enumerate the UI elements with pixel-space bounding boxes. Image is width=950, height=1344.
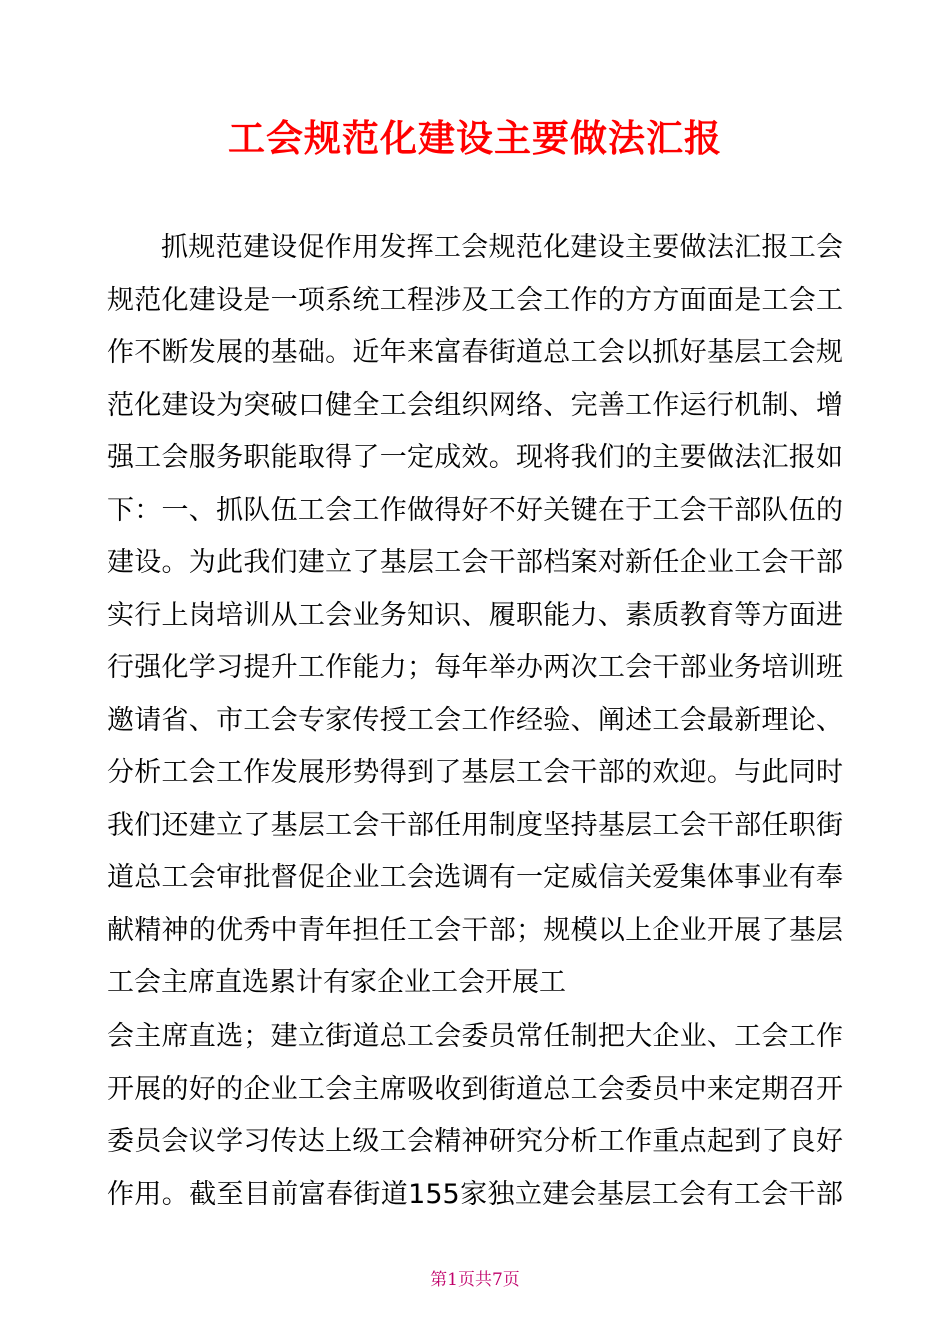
text-line: 下：一、抓队伍工会工作做得好不好关键在于工会干部队伍的 bbox=[107, 494, 843, 526]
text-line: 邀请省、市工会专家传授工会工作经验、阐述工会最新理论、 bbox=[107, 704, 843, 736]
text-line: 开展的好的企业工会主席吸收到街道总工会委员中来定期召开 bbox=[107, 1073, 843, 1105]
text-line: 抓规范建设促作用发挥工会规范化建设主要做法汇报工会 bbox=[161, 232, 843, 263]
text-line: 实行上岗培训从工会业务知识、履职能力、素质教育等方面进 bbox=[107, 599, 843, 631]
text-line: 工会主席直选累计有家企业工会开展工 bbox=[107, 967, 566, 998]
text-line: 委员会议学习传达上级工会精神研究分析工作重点起到了良好 bbox=[107, 1126, 843, 1157]
text-line: 强工会服务职能取得了一定成效。现将我们的主要做法汇报如 bbox=[107, 442, 843, 473]
text-line: 规范化建设是一项系统工程涉及工会工作的方方面面是工会工 bbox=[107, 284, 843, 316]
text-line: 我们还建立了基层工会干部任用制度坚持基层工会干部任职街 bbox=[107, 809, 843, 841]
document-title: 工会规范化建设主要做法汇报 bbox=[228, 117, 722, 160]
text-line: 分析工会工作发展形势得到了基层工会干部的欢迎。与此同时 bbox=[107, 757, 843, 788]
paragraph-2 bbox=[107, 1011, 843, 1221]
page-number-footer: 第1页共7页 bbox=[430, 1270, 520, 1290]
text-line: 建设。为此我们建立了基层工会干部档案对新任企业工会干部 bbox=[107, 547, 843, 578]
text-line: 献精神的优秀中青年担任工会干部；规模以上企业开展了基层 bbox=[107, 914, 843, 946]
text-line: 作用。截至目前富春街道155家独立建会基层工会有工会干部 bbox=[107, 1178, 843, 1210]
text-line: 道总工会审批督促企业工会选调有一定威信关爱集体事业有奉 bbox=[107, 862, 843, 893]
text-line: 会主席直选；建立街道总工会委员常任制把大企业、工会工作 bbox=[107, 1021, 843, 1052]
text-line: 范化建设为突破口健全工会组织网络、完善工作运行机制、增 bbox=[107, 389, 843, 421]
text-line: 行强化学习提升工作能力；每年举办两次工会干部业务培训班 bbox=[107, 652, 843, 683]
text-line: 作不断发展的基础。近年来富春街道总工会以抓好基层工会规 bbox=[107, 337, 843, 368]
paragraph-1 bbox=[107, 222, 843, 1010]
